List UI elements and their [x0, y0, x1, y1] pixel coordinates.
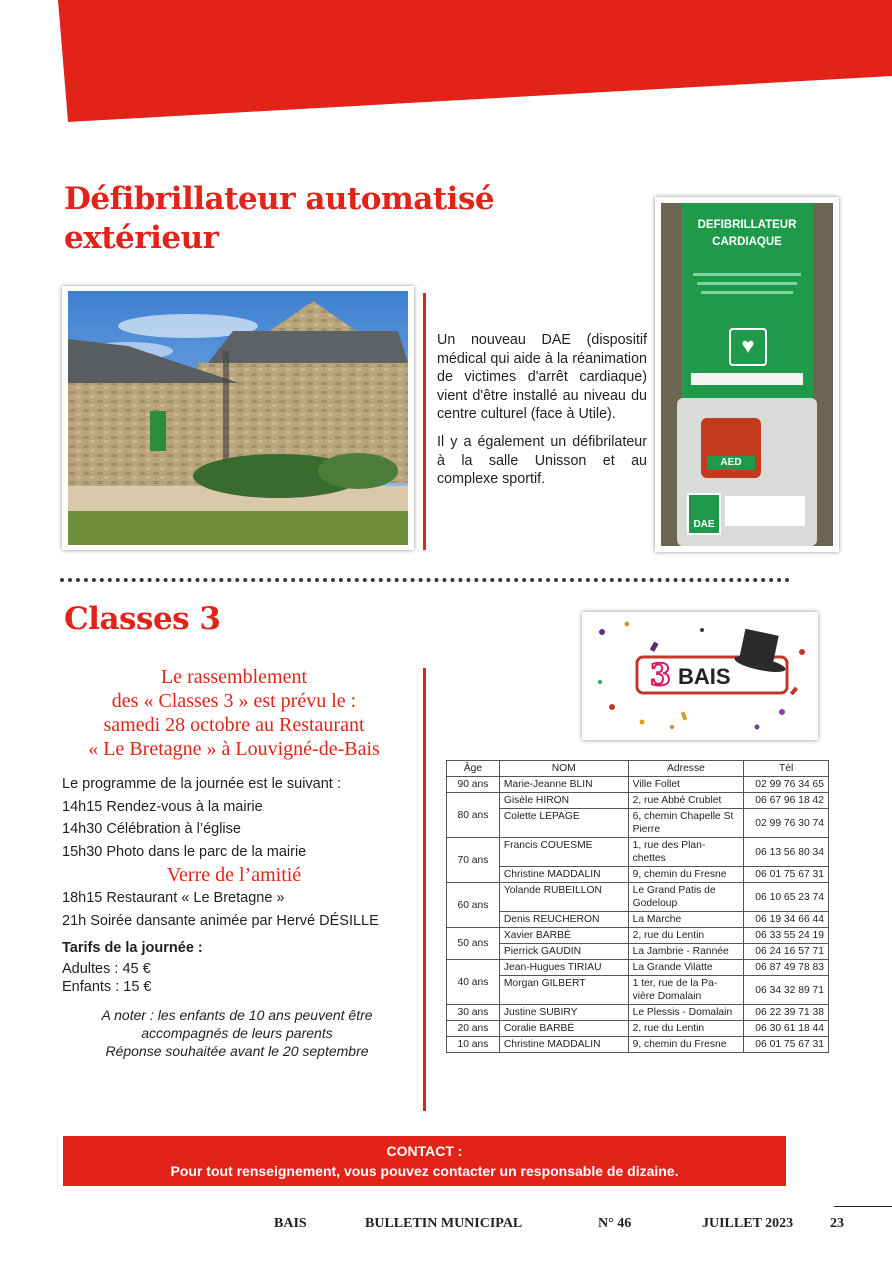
aed-label: AED: [707, 456, 755, 470]
adresse-cell: La Marche: [628, 912, 744, 928]
footer-date: JUILLET 2023: [702, 1216, 794, 1231]
sign-title-line1: DEFIBRILLATEUR: [697, 219, 797, 231]
table-row: [447, 838, 829, 867]
programme-item: 14h15 Rendez-vous à la mairie: [62, 798, 263, 815]
table-row: [447, 1037, 829, 1053]
tel-cell: 06 01 75 67 31: [744, 867, 829, 883]
adresse-cell: Le Grand Patis de Godeloup: [628, 883, 744, 912]
classes-intro: [56, 665, 412, 761]
footer-rule: [834, 1206, 892, 1207]
nom-cell: Yolande RUBEILLON: [499, 883, 628, 912]
age-cell: 70 ans: [447, 838, 500, 883]
table-row: [447, 1005, 829, 1021]
header-adresse: Adresse: [628, 761, 744, 777]
footer-publication: BULLETIN MUNICIPAL: [365, 1216, 523, 1231]
table-row: [447, 944, 829, 960]
page-number: 23: [830, 1216, 844, 1231]
dae-description: [437, 331, 647, 498]
table-row: [447, 912, 829, 928]
note-line-3: Réponse souhaitée avant le 20 septembre: [105, 1043, 369, 1059]
intro-line-4: « Le Bretagne » à Louvigné-de-Bais: [88, 738, 380, 760]
tel-cell: 02 99 76 34 65: [744, 777, 829, 793]
table-row: [447, 793, 829, 809]
tel-cell: 06 19 34 66 44: [744, 912, 829, 928]
classes-title: Classes 3: [64, 601, 221, 637]
tel-cell: 06 34 32 89 71: [744, 976, 829, 1005]
nom-cell: Justine SUBIRY: [499, 1005, 628, 1021]
tarifs-title: Tarifs de la journée :: [62, 940, 203, 956]
tarif-enfants: Enfants : 15 €: [62, 979, 152, 995]
table-row: [447, 976, 829, 1005]
adresse-cell: 1 ter, rue de la Pa- vière Domalain: [628, 976, 744, 1005]
contact-title: CONTACT :: [386, 1143, 463, 1159]
nom-cell: Xavier BARBÉ: [499, 928, 628, 944]
verre-items: [62, 887, 422, 932]
tarif-adultes: Adultes : 45 €: [62, 961, 151, 977]
adresse-cell: 6, chemin Chapelle St Pierre: [628, 809, 744, 838]
table-header-row: [447, 761, 829, 777]
classes-table: [446, 760, 829, 1053]
nom-cell: Gisèle HIRON: [499, 793, 628, 809]
intro-line-1: Le rassemblement: [160, 666, 308, 688]
intro-line-3: samedi 28 octobre au Restaurant: [103, 714, 365, 736]
nom-cell: Pierrick GAUDIN: [499, 944, 628, 960]
dae-title-line1: Défibrillateur automatisé: [64, 181, 495, 217]
adresse-cell: 9, chemin du Fresne: [628, 867, 744, 883]
header-tel: Tél: [744, 761, 829, 777]
header-age: Âge: [447, 761, 500, 777]
age-cell: 80 ans: [447, 793, 500, 838]
dae-title-line2: extérieur: [64, 220, 219, 256]
intro-line-2: des « Classes 3 » est prévu le :: [111, 690, 357, 712]
table-row: [447, 960, 829, 976]
age-cell: 40 ans: [447, 960, 500, 1005]
tel-cell: 06 87 49 78 83: [744, 960, 829, 976]
nom-cell: Francis COUESME: [499, 838, 628, 867]
sign-title-line2: CARDIAQUE: [712, 236, 782, 248]
tel-cell: 02 99 76 30 74: [744, 809, 829, 838]
heart-bolt-icon: ♥: [729, 328, 767, 366]
dae-paragraph-2: Il y a également un défibrilateur à la salle Unisson et au complexe sportif.: [437, 433, 647, 488]
verre-item: 21h Soirée dansante animée par Hervé DÉSILLE: [62, 912, 379, 929]
table-row: [447, 867, 829, 883]
age-cell: 10 ans: [447, 1037, 500, 1053]
classes3-logo: [582, 612, 818, 740]
defibrillator-box: [150, 411, 166, 451]
verre-item: 18h15 Restaurant « Le Bretagne »: [62, 890, 285, 906]
building-photo: [62, 286, 414, 550]
tarifs: [62, 960, 151, 996]
adresse-cell: La Jambrie - Rannée: [628, 944, 744, 960]
defibrillator-cabinet: [677, 398, 817, 546]
adresse-cell: 9, chemin du Fresne: [628, 1037, 744, 1053]
adresse-cell: La Grande Vilatte: [628, 960, 744, 976]
adresse-cell: 2, rue du Lentin: [628, 928, 744, 944]
tel-cell: 06 22 39 71 38: [744, 1005, 829, 1021]
tel-cell: 06 33 55 24 19: [744, 928, 829, 944]
tel-cell: 06 13 56 80 34: [744, 838, 829, 867]
programme-intro: Le programme de la journée est le suivant :: [62, 776, 341, 792]
tel-cell: 06 10 65 23 74: [744, 883, 829, 912]
contact-box: [63, 1136, 786, 1186]
age-cell: 50 ans: [447, 928, 500, 960]
nom-cell: Jean-Hugues TIRIAU: [499, 960, 628, 976]
age-cell: 30 ans: [447, 1005, 500, 1021]
table-row: [447, 809, 829, 838]
footer-town: BAIS: [274, 1216, 307, 1231]
tel-cell: 06 30 61 18 44: [744, 1021, 829, 1037]
aed-device: [701, 418, 761, 478]
adresse-cell: Ville Follet: [628, 777, 744, 793]
nom-cell: Coralie BARBÉ: [499, 1021, 628, 1037]
note-line-1: A noter : les enfants de 10 ans peuvent être: [101, 1007, 373, 1023]
table-row: [447, 883, 829, 912]
building-illustration: [68, 291, 408, 545]
age-cell: 20 ans: [447, 1021, 500, 1037]
logo-text: BAIS: [678, 664, 731, 689]
tel-cell: 06 24 16 57 71: [744, 944, 829, 960]
table-row: [447, 777, 829, 793]
nom-cell: Morgan GILBERT: [499, 976, 628, 1005]
dae-sticker: DAE: [687, 493, 721, 535]
adresse-cell: 2, rue Abbé Crublet: [628, 793, 744, 809]
section-separator: [60, 578, 790, 582]
defibrillator-scene: [661, 203, 833, 546]
logo-number: 3: [650, 658, 671, 693]
header-nom: NOM: [499, 761, 628, 777]
contact-text: Pour tout renseignement, vous pouvez contacter un responsable de dizaine.: [170, 1163, 679, 1179]
age-cell: 60 ans: [447, 883, 500, 928]
programme: [62, 773, 422, 863]
nom-cell: Christine MADDALIN: [499, 867, 628, 883]
nom-cell: Marie-Jeanne BLIN: [499, 777, 628, 793]
nom-cell: Colette LEPAGE: [499, 809, 628, 838]
tel-cell: 06 01 75 67 31: [744, 1037, 829, 1053]
adresse-cell: Le Plessis - Domalain: [628, 1005, 744, 1021]
defibrillator-sign: [681, 203, 813, 398]
footer-issue: N° 46: [598, 1216, 632, 1231]
adresse-cell: 2, rue du Lentin: [628, 1021, 744, 1037]
tel-cell: 06 67 96 18 42: [744, 793, 829, 809]
table-row: [447, 1021, 829, 1037]
programme-item: 15h30 Photo dans le parc de la mairie: [62, 843, 307, 860]
nom-cell: Denis REUCHERON: [499, 912, 628, 928]
verre-title: Verre de l’amitié: [166, 864, 302, 886]
note-line-2: accompagnés de leurs parents: [141, 1025, 333, 1041]
dae-divider: [423, 293, 426, 550]
dae-paragraph-1: Un nouveau DAE (dispositif médical qui aide à la réanimation de victimes d'arrêt cardiaque) vient d'être installé au niveau du centre culturel (face à Utile).: [437, 332, 647, 423]
adresse-cell: 1, rue des Plan- chettes: [628, 838, 744, 867]
programme-item: 14h30 Célébration à l’église: [62, 821, 241, 837]
note: [56, 1006, 418, 1060]
table-row: [447, 928, 829, 944]
age-cell: 90 ans: [447, 777, 500, 793]
dae-title: [64, 180, 624, 258]
classes-divider: [423, 668, 426, 1111]
header-banner: [0, 0, 892, 125]
defibrillator-photo: [655, 197, 839, 552]
nom-cell: Christine MADDALIN: [499, 1037, 628, 1053]
